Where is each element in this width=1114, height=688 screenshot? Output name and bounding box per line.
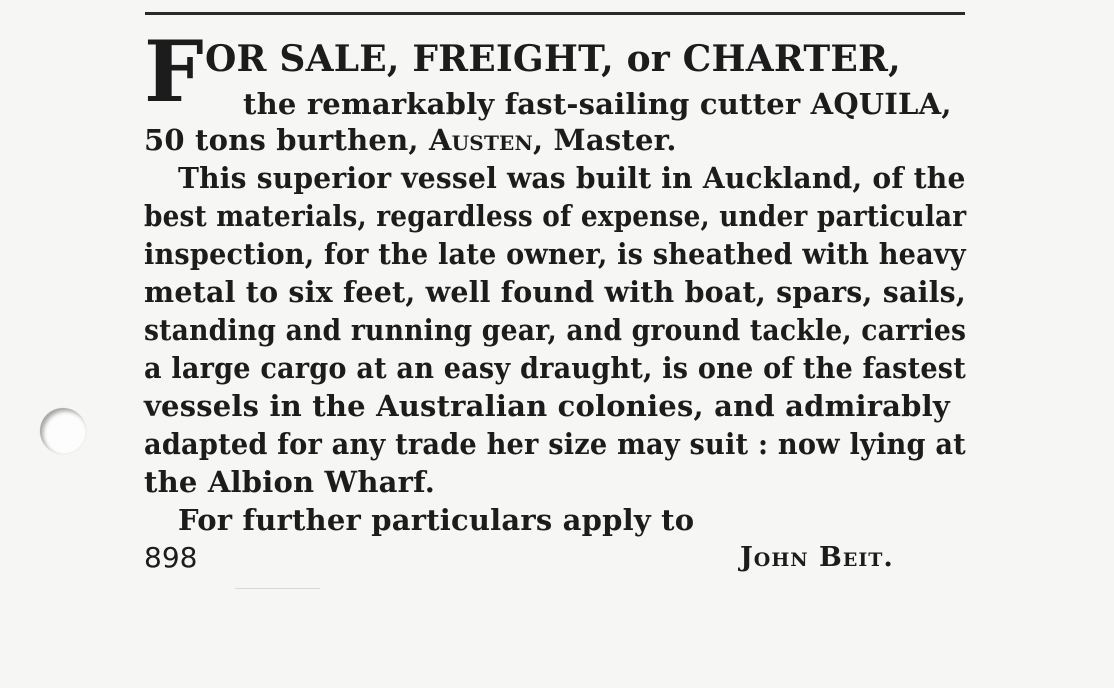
advertisement-heading: OR SALE, FREIGHT, or CHARTER, [205, 38, 901, 80]
drop-cap: F [144, 22, 204, 121]
body-line: metal to six feet, well found with boat, spars, sails, [144, 275, 967, 309]
body-line: a large cargo at an easy draught, is one of the fastest [144, 351, 966, 385]
punch-hole [40, 408, 86, 454]
body-line: This superior vessel was built in Auckland, of the [178, 161, 966, 195]
faint-rule [235, 588, 320, 589]
body-line: inspection, for the late owner, is sheathed with heavy [144, 237, 966, 271]
body-line: best materials, regardless of expense, under particular [144, 199, 967, 233]
tonnage-master-line [144, 122, 677, 158]
body-line: the Albion Wharf. [144, 465, 436, 499]
top-rule [145, 12, 965, 15]
contact-line: For further particulars apply to [178, 503, 695, 537]
vessel-description-line: the remarkably fast-sailing cutter AQUILA, [243, 87, 952, 121]
tonnage-text: 50 tons burthen, [144, 123, 429, 157]
body-line: standing and running gear, and ground tackle, carries [144, 313, 967, 347]
master-name: Austen [428, 123, 533, 157]
advertisement-number: 898 [144, 541, 198, 574]
body-line: adapted for any trade her size may suit : now lying at [144, 427, 966, 461]
body-line: vessels in the Australian colonies, and admirably [144, 389, 950, 423]
signatory-name: John Beit. [740, 542, 894, 573]
master-suffix: , Master. [532, 123, 677, 157]
